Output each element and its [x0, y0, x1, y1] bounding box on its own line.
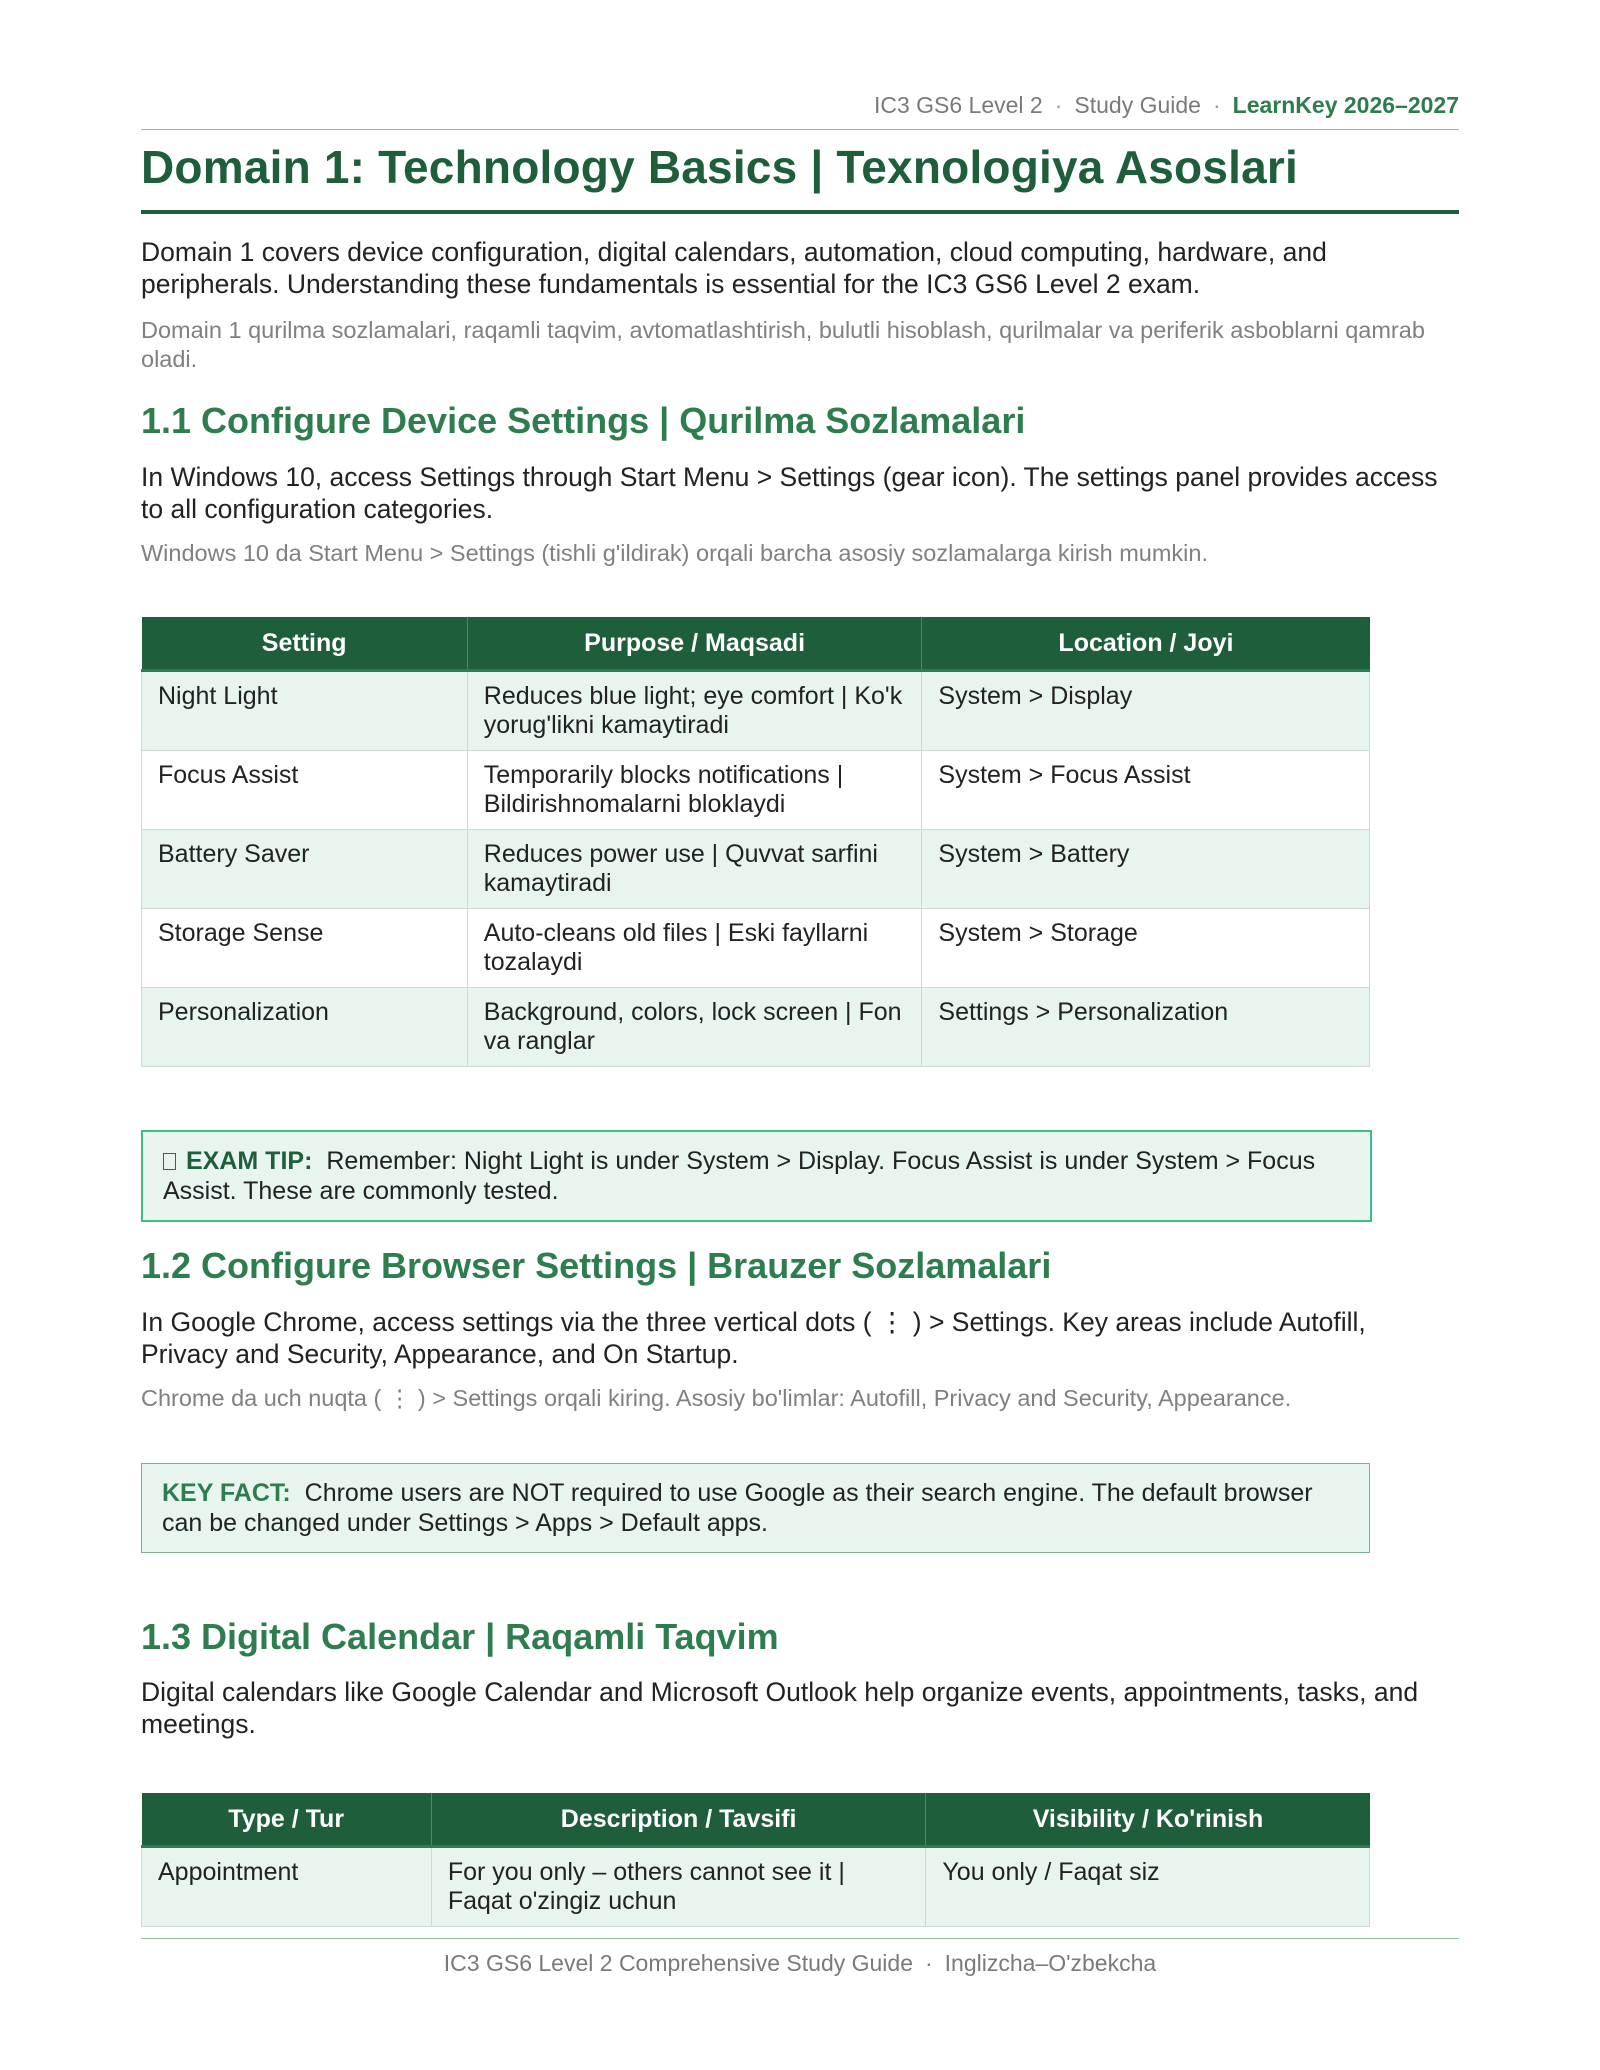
running-header [874, 92, 1459, 119]
column-header: Type / Tur [142, 1793, 432, 1847]
exam-tip-label: EXAM TIP: [186, 1147, 313, 1175]
table-row [142, 751, 1370, 830]
table-cell: You only / Faqat siz [926, 1847, 1370, 1927]
table-row [142, 830, 1370, 909]
section-1-2-english: In Google Chrome, access settings via the three vertical dots ( ⋮ ) > Settings. Key areas include Autofill, Privacy and Security, Appearance, and On Startup. [141, 1307, 1366, 1369]
footer-title: IC3 GS6 Level 2 Comprehensive Study Guide [443, 1950, 913, 1976]
table-row [142, 671, 1370, 751]
column-header: Location / Joyi [922, 617, 1370, 671]
section-1-1-english: In Windows 10, access Settings through Start Menu > Settings (gear icon). The settings panel provides access to all configuration categories. [141, 462, 1438, 524]
table-cell: Reduces power use | Quvvat sarfini kamaytiradi [467, 830, 922, 909]
header-doc-type: Study Guide [1074, 92, 1201, 118]
calendar-types-table [141, 1793, 1370, 1927]
column-header: Visibility / Ko'rinish [926, 1793, 1370, 1847]
title-underline [141, 210, 1459, 214]
device-settings-table [141, 617, 1370, 1067]
table-cell: System > Battery [922, 830, 1370, 909]
exam-tip-box [141, 1130, 1372, 1222]
header-separator: · [1054, 92, 1063, 118]
section-1-3-english: Digital calendars like Google Calendar and Microsoft Outlook help organize events, appointments, tasks, and meetings. [141, 1677, 1419, 1739]
header-course: IC3 GS6 Level 2 [873, 92, 1043, 118]
section-heading-1-2: 1.2 Configure Browser Settings | Brauzer Sozlamalari [141, 1245, 1052, 1286]
section-1-2-uzbek: Chrome da uch nuqta ( ⋮ ) > Settings orqali kiring. Asosiy bo'limlar: Autofill, Privacy and Security, Appearance. [141, 1385, 1292, 1411]
running-footer [141, 1950, 1459, 1977]
table-cell: System > Display [922, 671, 1370, 751]
table-cell: Night Light [142, 671, 468, 751]
table-row [142, 1847, 1370, 1927]
key-fact-box [141, 1463, 1370, 1553]
footer-divider [141, 1938, 1459, 1939]
table-cell: Settings > Personalization [922, 988, 1370, 1067]
section-heading-1-1: 1.1 Configure Device Settings | Qurilma Sozlamalari [141, 400, 1026, 441]
table-header-row [142, 617, 1370, 671]
table-cell: Focus Assist [142, 751, 468, 830]
footer-language: Inglizcha–O'zbekcha [944, 1950, 1157, 1976]
table-cell: Appointment [142, 1847, 432, 1927]
exam-tip-text: Remember: Night Light is under System > Display. Focus Assist is under System > Focus Assist. These are commonly tested. [163, 1147, 1316, 1205]
table-row [142, 988, 1370, 1067]
table-cell: Personalization [142, 988, 468, 1067]
table-cell: For you only – others cannot see it | Faqat o'zingiz uchun [431, 1847, 926, 1927]
table-cell: Storage Sense [142, 909, 468, 988]
table-cell: System > Focus Assist [922, 751, 1370, 830]
key-fact-label: KEY FACT: [162, 1479, 291, 1507]
intro-english: Domain 1 covers device configuration, digital calendars, automation, cloud computing, hardware, and peripherals. Understanding these fundamentals is essential for the IC3 GS6 Level 2 exam. [141, 237, 1327, 299]
column-header: Description / Tavsifi [431, 1793, 926, 1847]
header-brand: LearnKey 2026–2027 [1232, 92, 1459, 118]
table-cell: Reduces blue light; eye comfort | Ko'k yorug'likni kamaytiradi [467, 671, 922, 751]
column-header: Setting [142, 617, 468, 671]
header-divider [141, 129, 1459, 130]
column-header: Purpose / Maqsadi [467, 617, 922, 671]
table-cell: Battery Saver [142, 830, 468, 909]
section-1-1-uzbek: Windows 10 da Start Menu > Settings (tishli g'ildirak) orqali barcha asosiy sozlamalarga kirish mumkin. [141, 540, 1208, 566]
table-cell: Temporarily blocks notifications | Bildirishnomalarni bloklaydi [467, 751, 922, 830]
footer-separator: · [925, 1950, 933, 1976]
header-separator: · [1212, 92, 1221, 118]
key-fact-text: Chrome users are NOT required to use Google as their search engine. The default browser can be changed under Settings > Apps > Default apps. [162, 1479, 1313, 1537]
section-heading-1-3: 1.3 Digital Calendar | Raqamli Taqvim [141, 1616, 779, 1657]
table-cell: System > Storage [922, 909, 1370, 988]
table-header-row [142, 1793, 1370, 1847]
intro-uzbek: Domain 1 qurilma sozlamalari, raqamli taqvim, avtomatlashtirish, bulutli hisoblash, qurilmalar va periferik asboblarni qamrab oladi. [141, 317, 1425, 372]
table-cell: Background, colors, lock screen | Fon va ranglar [467, 988, 922, 1067]
tip-icon [163, 1153, 176, 1170]
page-title: Domain 1: Technology Basics | Texnologiya Asoslari [141, 141, 1298, 193]
table-cell: Auto-cleans old files | Eski fayllarni tozalaydi [467, 909, 922, 988]
table-row [142, 909, 1370, 988]
